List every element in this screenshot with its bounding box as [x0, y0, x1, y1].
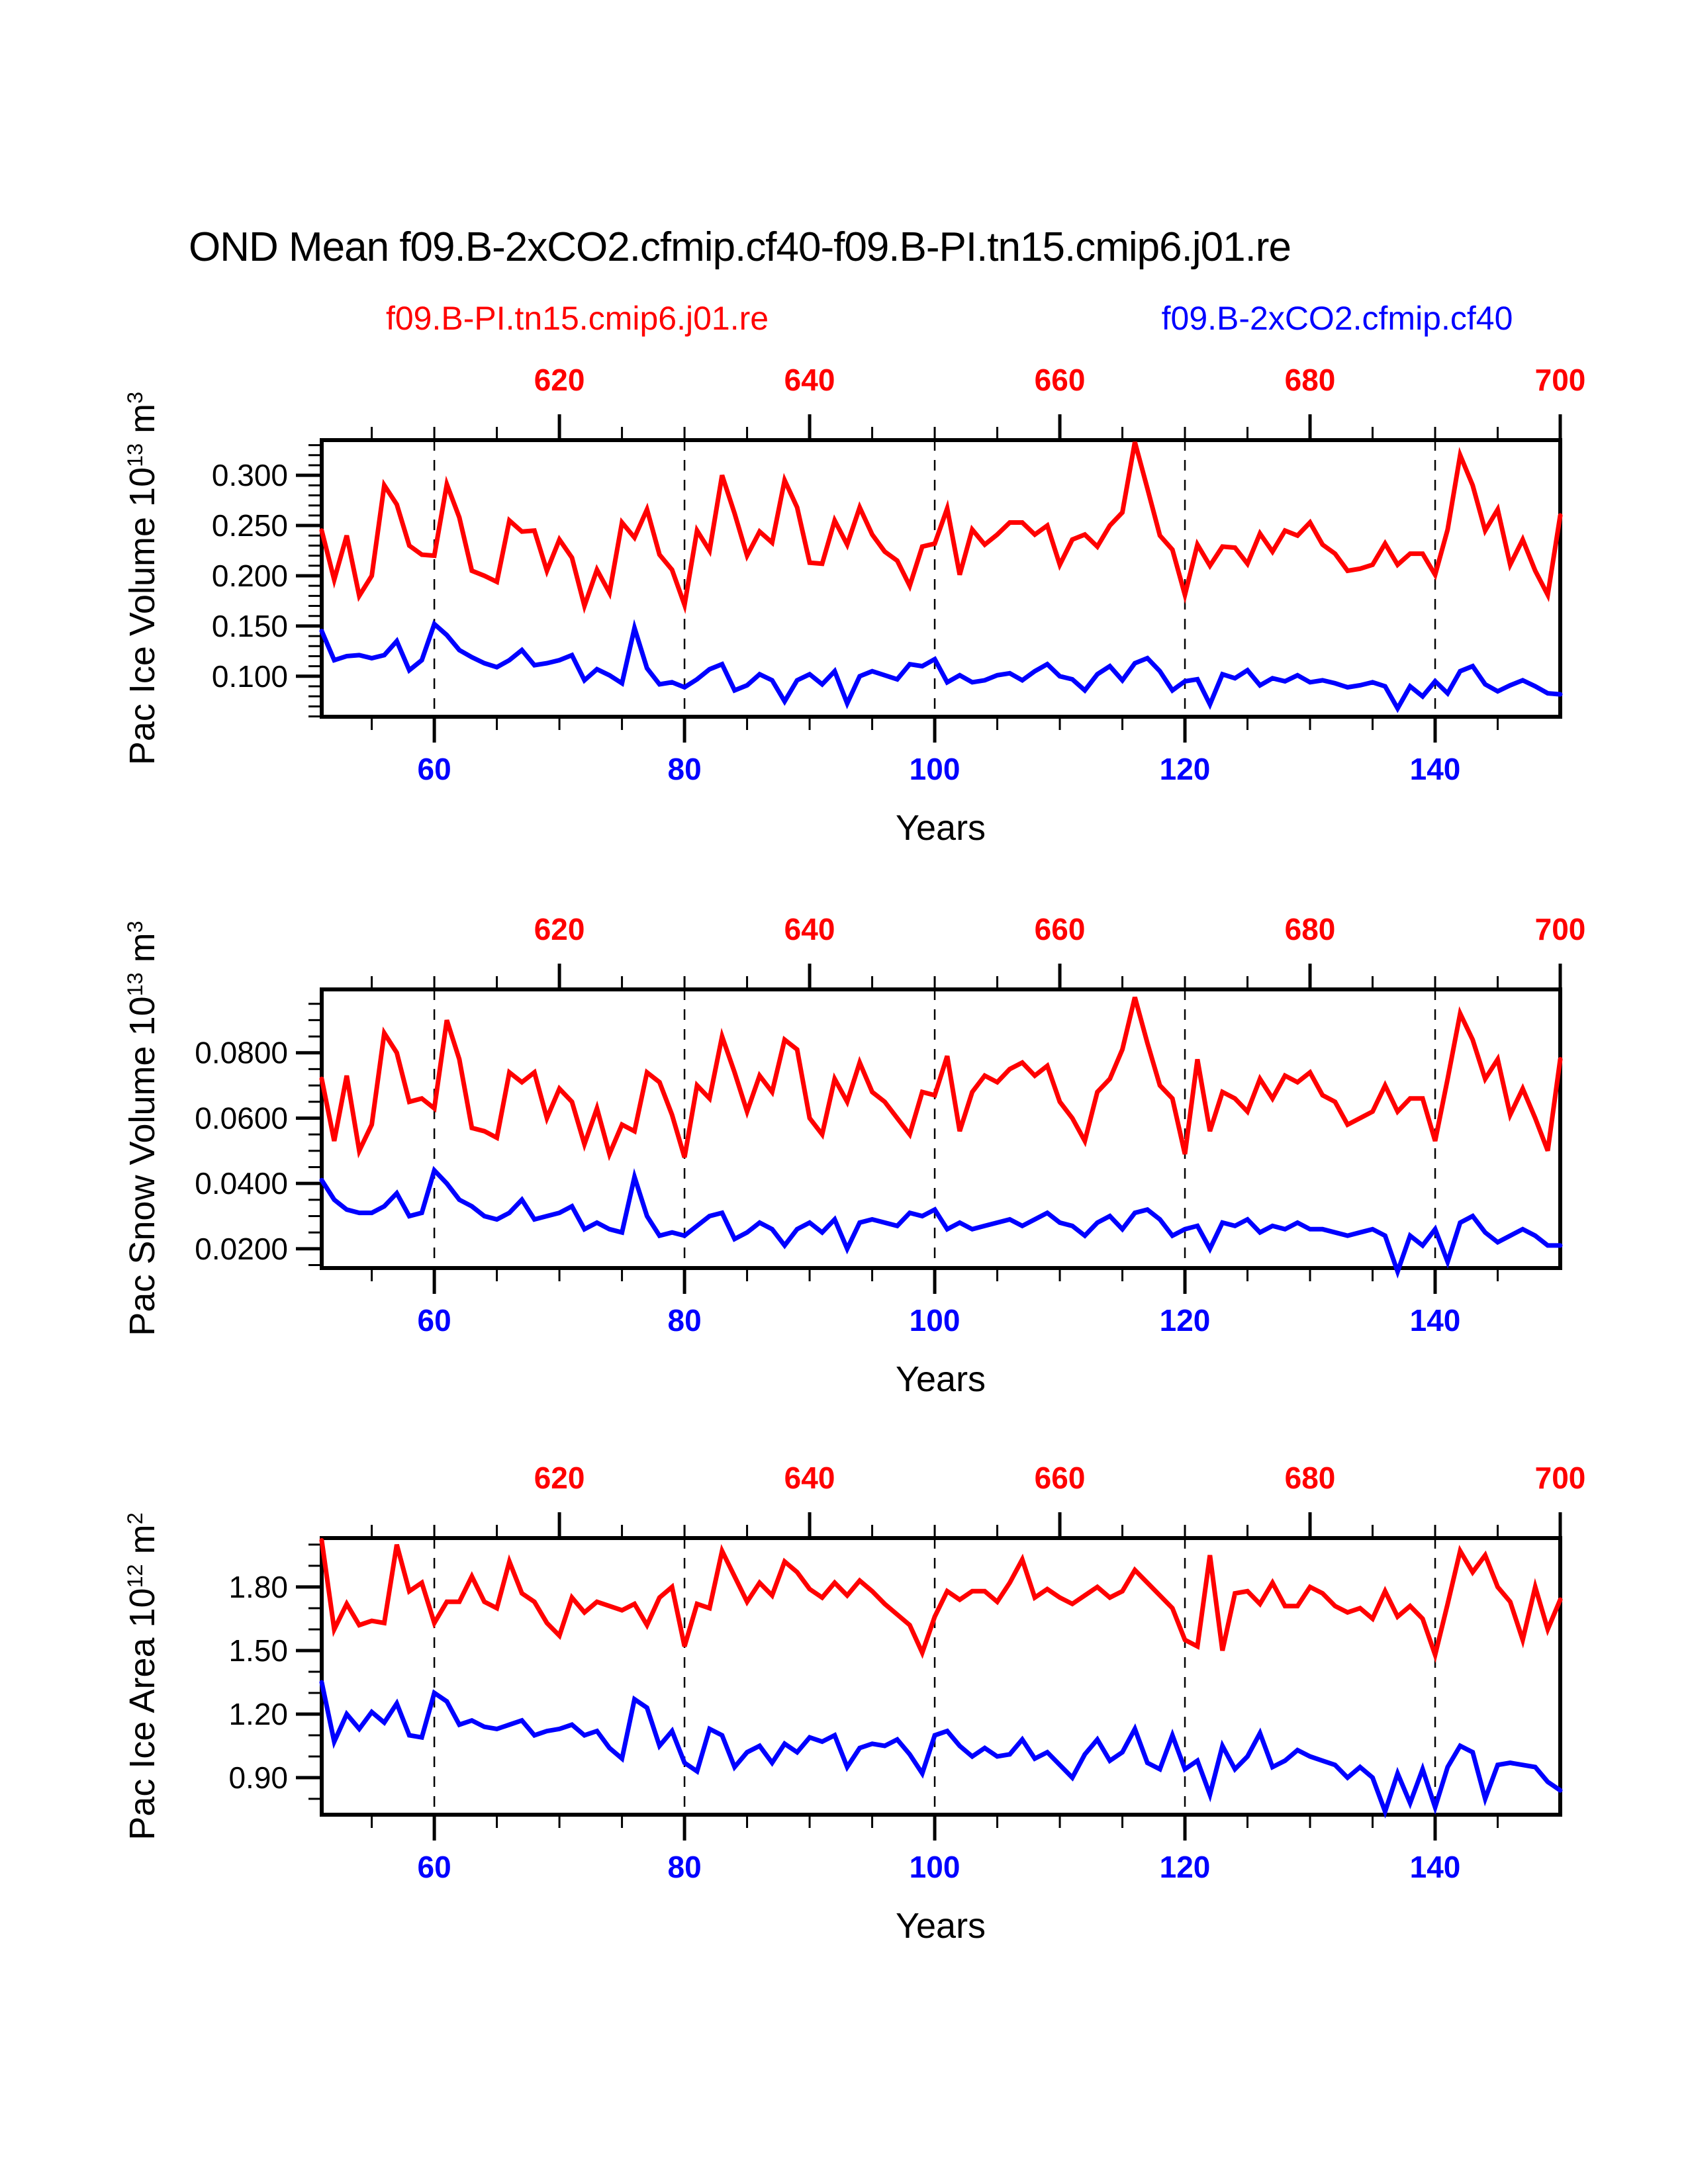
top-tick-label: 620 [534, 363, 585, 397]
bottom-tick-label: 60 [417, 1303, 451, 1338]
ylabel-superscript: 13 [123, 443, 148, 467]
panel-pac-ice-area [228, 1461, 1585, 1884]
ylabel-superscript: 2 [123, 1512, 148, 1525]
ylabel-text: Pac Ice Area 10 [122, 1588, 162, 1841]
x-axis-title-panel-1: Years [895, 808, 986, 848]
y-tick-label: 0.300 [211, 458, 288, 493]
y-tick-label: 1.80 [228, 1569, 288, 1604]
bottom-tick-label: 60 [417, 752, 451, 786]
top-tick-label: 660 [1034, 363, 1086, 397]
y-tick-label: 0.250 [211, 508, 288, 543]
bottom-tick-label: 80 [667, 1303, 702, 1338]
bottom-tick-label: 120 [1159, 1850, 1211, 1884]
y-tick-label: 0.0800 [195, 1035, 288, 1070]
y-tick-label: 1.20 [228, 1696, 288, 1731]
bottom-tick-label: 140 [1409, 1850, 1461, 1884]
top-tick-label: 700 [1534, 363, 1586, 397]
ylabel-text: Pac Snow Volume 10 [122, 996, 162, 1336]
bottom-tick-label: 100 [909, 1303, 961, 1338]
bottom-tick-label: 140 [1409, 752, 1461, 786]
ylabel-superscript: 3 [123, 391, 148, 404]
x-axis-title-panel-2: Years [895, 1359, 986, 1399]
plot-frame [322, 989, 1560, 1268]
page-title: OND Mean f09.B-2xCO2.cfmip.cf40-f09.B-PI.tn15.cmip6.j01.re [189, 224, 1291, 270]
panel-pac-ice-volume [212, 363, 1586, 786]
top-tick-label: 620 [534, 912, 585, 946]
2xco2-run-series-line [322, 624, 1560, 709]
top-tick-label: 660 [1034, 912, 1086, 946]
bottom-tick-label: 100 [909, 1850, 961, 1884]
bottom-tick-label: 120 [1159, 1303, 1211, 1338]
2xco2-run-series-line [322, 1682, 1560, 1811]
control-run-series-line [322, 1541, 1560, 1655]
y-tick-label: 0.100 [211, 659, 288, 694]
bottom-tick-label: 80 [667, 1850, 702, 1884]
bottom-tick-label: 80 [667, 752, 702, 786]
bottom-tick-label: 100 [909, 752, 961, 786]
ylabel-superscript: 3 [123, 921, 148, 933]
ylabel-text: m [122, 1524, 162, 1565]
top-tick-label: 640 [784, 363, 835, 397]
top-tick-label: 680 [1284, 363, 1336, 397]
2xco2-run-series-line [322, 1170, 1560, 1271]
top-tick-label: 640 [784, 1461, 835, 1495]
ylabel-text: Pac Ice Volume 10 [122, 467, 162, 766]
control-run-series-line [322, 442, 1560, 606]
panel-pac-snow-volume [195, 912, 1585, 1338]
y-tick-label: 0.150 [211, 608, 288, 643]
y-tick-label: 1.50 [228, 1633, 288, 1668]
bottom-tick-label: 140 [1409, 1303, 1461, 1338]
plot-frame [322, 1538, 1560, 1815]
ylabel-text: m [122, 403, 162, 443]
x-axis-title-panel-3: Years [895, 1906, 986, 1946]
y-tick-label: 0.90 [228, 1760, 288, 1795]
y-tick-label: 0.200 [211, 558, 288, 593]
y-tick-label: 0.0600 [195, 1101, 288, 1136]
ylabel-text: m [122, 933, 162, 973]
top-tick-label: 660 [1034, 1461, 1086, 1495]
top-tick-label: 680 [1284, 912, 1336, 946]
ylabel-superscript: 12 [123, 1564, 148, 1588]
legend-label-control-run: f09.B-PI.tn15.cmip6.j01.re [385, 300, 769, 337]
legend-label-2xco2-run: f09.B-2xCO2.cfmip.cf40 [1161, 300, 1513, 337]
y-tick-label: 0.0400 [195, 1166, 288, 1201]
top-tick-label: 620 [534, 1461, 585, 1495]
bottom-tick-label: 60 [417, 1850, 451, 1884]
top-tick-label: 640 [784, 912, 835, 946]
control-run-series-line [322, 997, 1560, 1158]
top-tick-label: 680 [1284, 1461, 1336, 1495]
ylabel-superscript: 13 [123, 972, 148, 997]
top-tick-label: 700 [1534, 1461, 1586, 1495]
bottom-tick-label: 120 [1159, 752, 1211, 786]
top-tick-label: 700 [1534, 912, 1586, 946]
y-tick-label: 0.0200 [195, 1231, 288, 1266]
